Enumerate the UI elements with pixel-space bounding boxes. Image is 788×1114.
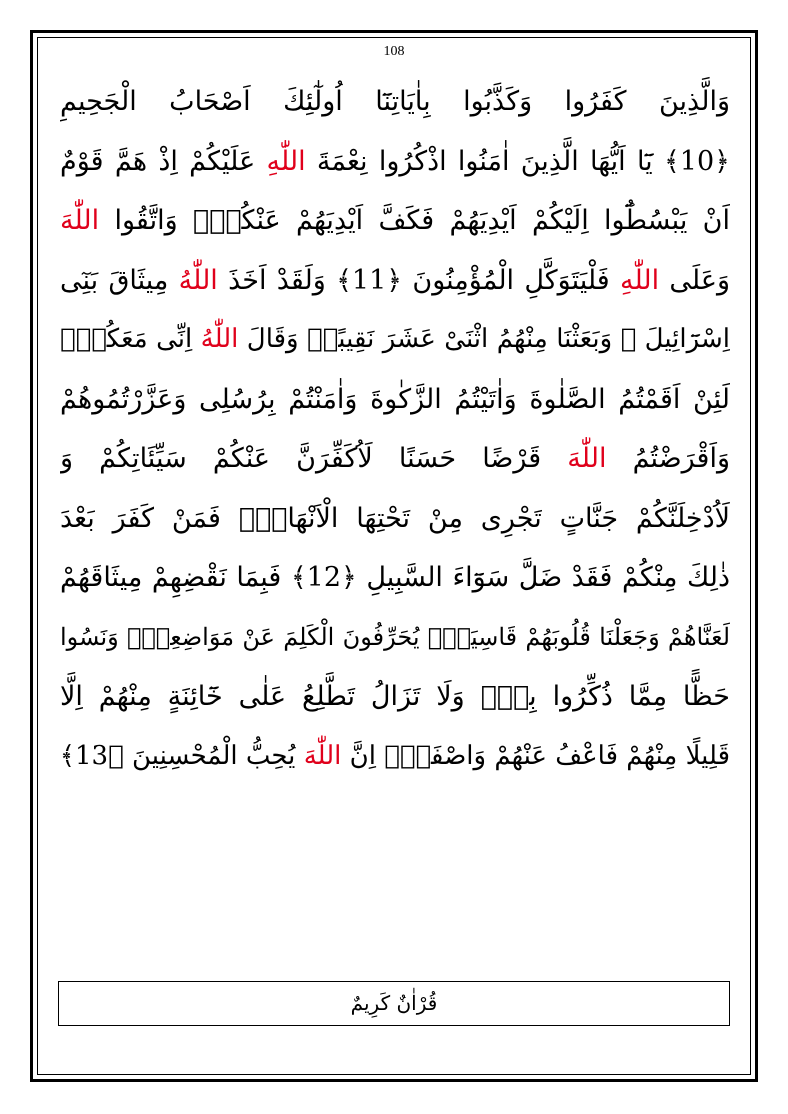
verse-line [60, 608, 730, 668]
divine-name: اللّٰهُ [178, 264, 218, 296]
verse-line [60, 667, 730, 727]
divine-name: اللّٰهَ [60, 205, 100, 236]
verse-text: لَعَنَّاهُمْ وَجَعَلْنَا قُلُوبَهُمْ قَاسِيَةًۚ يُحَرِّفُونَ الْكَلِمَ عَنْ مَوَاضِعِهٖۙ وَنَسُوا [60, 622, 730, 651]
verse-text: عَلَيْكُمْ اِذْ هَمَّ قَوْمٌ [60, 145, 267, 177]
divine-name: اللّٰهَ [303, 740, 342, 771]
divine-name: اللّٰهَ [567, 443, 607, 474]
verse-text: ذٰلِكَ مِنْكُمْ فَقَدْ ضَلَّ سَوَٓاءَ السَّبِيلِ ﴿12﴾ فَبِمَا نَقْضِهِمْ مِيثَاقَهُمْ [60, 562, 730, 593]
verse-text: ﴿10﴾ يَٓا اَيُّهَا الَّذِينَ اٰمَنُوا اذْكُرُوا نِعْمَةَ [305, 145, 730, 177]
verse-line [60, 370, 730, 430]
verse-text: اِنِّى مَعَكُمْۜ [60, 324, 201, 354]
verse-line [60, 310, 730, 370]
verse-text: قَلِيلًا مِنْهُمْ فَاعْفُ عَنْهُمْ وَاصْفَحْۜ اِنَّ [341, 740, 730, 771]
verse-line [60, 429, 730, 489]
verse-text: لَئِنْ اَقَمْتُمُ الصَّلٰوةَ وَاٰتَيْتُمُ الزَّكٰوةَ وَاٰمَنْتُمْ بِرُسُلِى وَعَزَّرْتُمُوهُمْ [60, 383, 730, 415]
quran-text-block [60, 72, 730, 786]
verse-text: فَلْيَتَوَكَّلِ الْمُؤْمِنُونَ ﴿11﴾ وَلَقَدْ اَخَذَ [217, 264, 620, 296]
divine-name: اللّٰهُ [200, 324, 239, 354]
verse-line [60, 191, 730, 251]
verse-line [60, 251, 730, 311]
verse-text: وَالَّذِينَ كَفَرُوا وَكَذَّبُوا بِاٰيَاتِنَٓا اُولٰٓئِكَ اَصْحَابُ الْجَحِيمِ [60, 86, 730, 117]
verse-line [60, 72, 730, 132]
verse-line [60, 489, 730, 549]
verse-text: مِيثَاقَ بَنِٓى [60, 264, 179, 296]
verse-line [60, 132, 730, 192]
verse-text: يُحِبُّ الْمُحْسِنِينَ ﴿13﴾ [60, 740, 304, 771]
divine-name: اللّٰهِ [266, 145, 306, 177]
footer-label: قُرْاٰنٌ كَرِيمٌ [350, 991, 438, 1015]
page-number: 108 [383, 44, 405, 59]
divine-name: اللّٰهِ [619, 264, 660, 296]
verse-text: وَعَلَى [659, 264, 730, 296]
verse-text: لَاُدْخِلَنَّكُمْ جَنَّاتٍ تَجْرِى مِنْ تَحْتِهَا الْاَنْهَارُۚ فَمَنْ كَفَرَ بَعْدَ [60, 502, 730, 534]
verse-text: وَاَقْرَضْتُمُ [606, 443, 730, 474]
footer-banner [58, 981, 730, 1026]
verse-line [60, 727, 730, 787]
verse-text: حَظًّا مِمَّا ذُكِّرُوا بِهٖۚ وَلَا تَزَالُ تَطَّلِعُ عَلٰى خَٓائِنَةٍ مِنْهُمْ اِلَّا [60, 681, 730, 712]
verse-text: اَنْ يَبْسُطُٓوا اِلَيْكُمْ اَيْدِيَهُمْ فَكَفَّ اَيْدِيَهُمْ عَنْكُمْۚ وَاتَّقُوا [99, 205, 730, 236]
verse-text: قَرْضًا حَسَنًا لَاُكَفِّرَنَّ عَنْكُمْ سَيِّئَاتِكُمْ وَ [60, 443, 568, 474]
verse-text: اِسْرَٓائِيلَ ۚ وَبَعَثْنَا مِنْهُمُ اثْنَىْ عَشَرَ نَقِيبًاۜ وَقَالَ [238, 324, 730, 354]
verse-line [60, 548, 730, 608]
